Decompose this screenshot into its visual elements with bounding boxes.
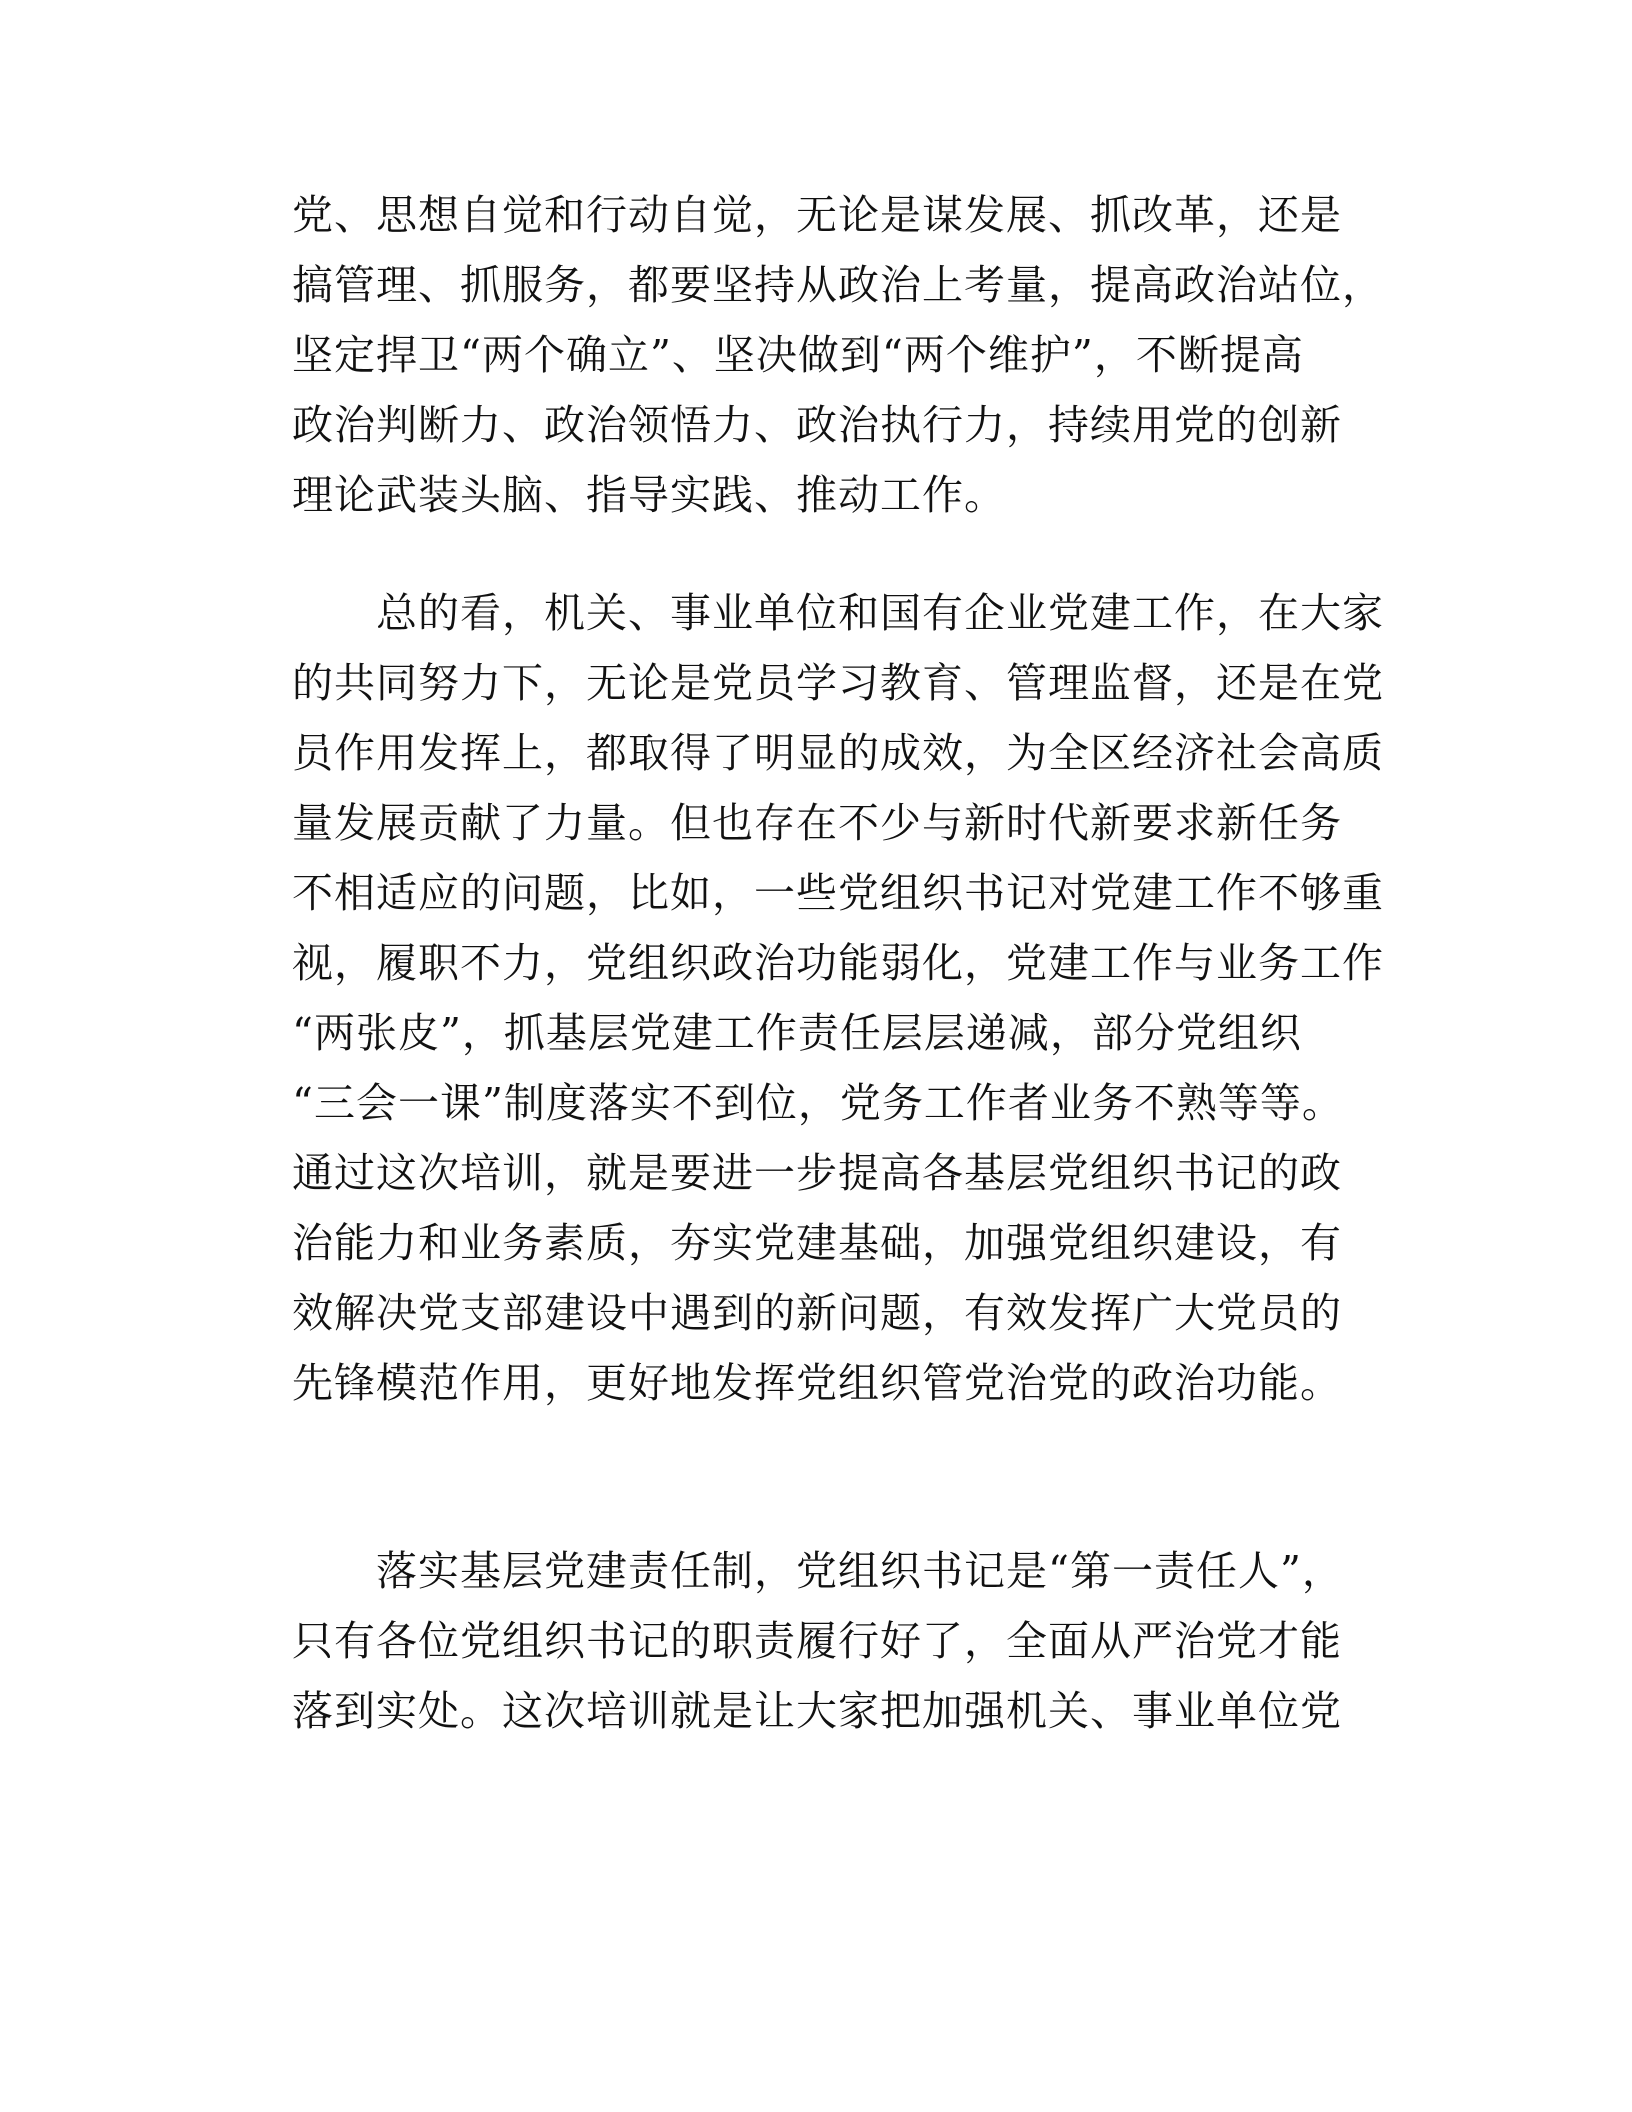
text-line: 只有各位党组织书记的职责履行好了，全面从严治党才能: [292, 1617, 1342, 1665]
text-line: 不相适应的问题，比如，一些党组织书记对党建工作不够重: [292, 869, 1384, 917]
paragraph-3: [292, 1536, 1372, 1746]
text-line: 落实基层党建责任制，党组织书记是“第一责任人”，: [376, 1547, 1344, 1595]
text-line: 治能力和业务素质，夯实党建基础，加强党组织建设，有: [292, 1219, 1342, 1267]
paragraph-1: [292, 180, 1384, 530]
text-line: “三会一课”制度落实不到位，党务工作者业务不熟等等。: [292, 1079, 1344, 1127]
text-line: 理论武装头脑、指导实践、推动工作。: [292, 471, 1006, 519]
text-line: 通过这次培训，就是要进一步提高各基层党组织书记的政: [292, 1149, 1342, 1197]
text-line: 总的看，机关、事业单位和国有企业党建工作，在大家: [376, 589, 1384, 637]
text-line: 的共同努力下，无论是党员学习教育、管理监督，还是在党: [292, 659, 1384, 707]
text-line: 先锋模范作用，更好地发挥党组织管党治党的政治功能。: [292, 1359, 1342, 1407]
text-line: 坚定捍卫“两个确立”、坚决做到“两个维护”，不断提高: [292, 331, 1304, 379]
text-line: “两张皮”，抓基层党建工作责任层层递减，部分党组织: [292, 1009, 1302, 1057]
text-line: 效解决党支部建设中遇到的新问题，有效发挥广大党员的: [292, 1289, 1342, 1337]
text-line: 量发展贡献了力量。但也存在不少与新时代新要求新任务: [292, 799, 1342, 847]
document-body: [292, 180, 1384, 1746]
text-line: 搞管理、抓服务，都要坚持从政治上考量，提高政治站位，: [292, 261, 1384, 309]
paragraph-2: [292, 578, 1384, 1488]
text-line: 视，履职不力，党组织政治功能弱化，党建工作与业务工作: [292, 939, 1384, 987]
text-line: 党、思想自觉和行动自觉，无论是谋发展、抓改革，还是: [292, 191, 1342, 239]
text-line: [292, 1418, 1372, 1488]
text-line: 落到实处。这次培训就是让大家把加强机关、事业单位党: [292, 1687, 1342, 1735]
text-line: 政治判断力、政治领悟力、政治执行力，持续用党的创新: [292, 401, 1342, 449]
text-line: 员作用发挥上，都取得了明显的成效，为全区经济社会高质: [292, 729, 1384, 777]
